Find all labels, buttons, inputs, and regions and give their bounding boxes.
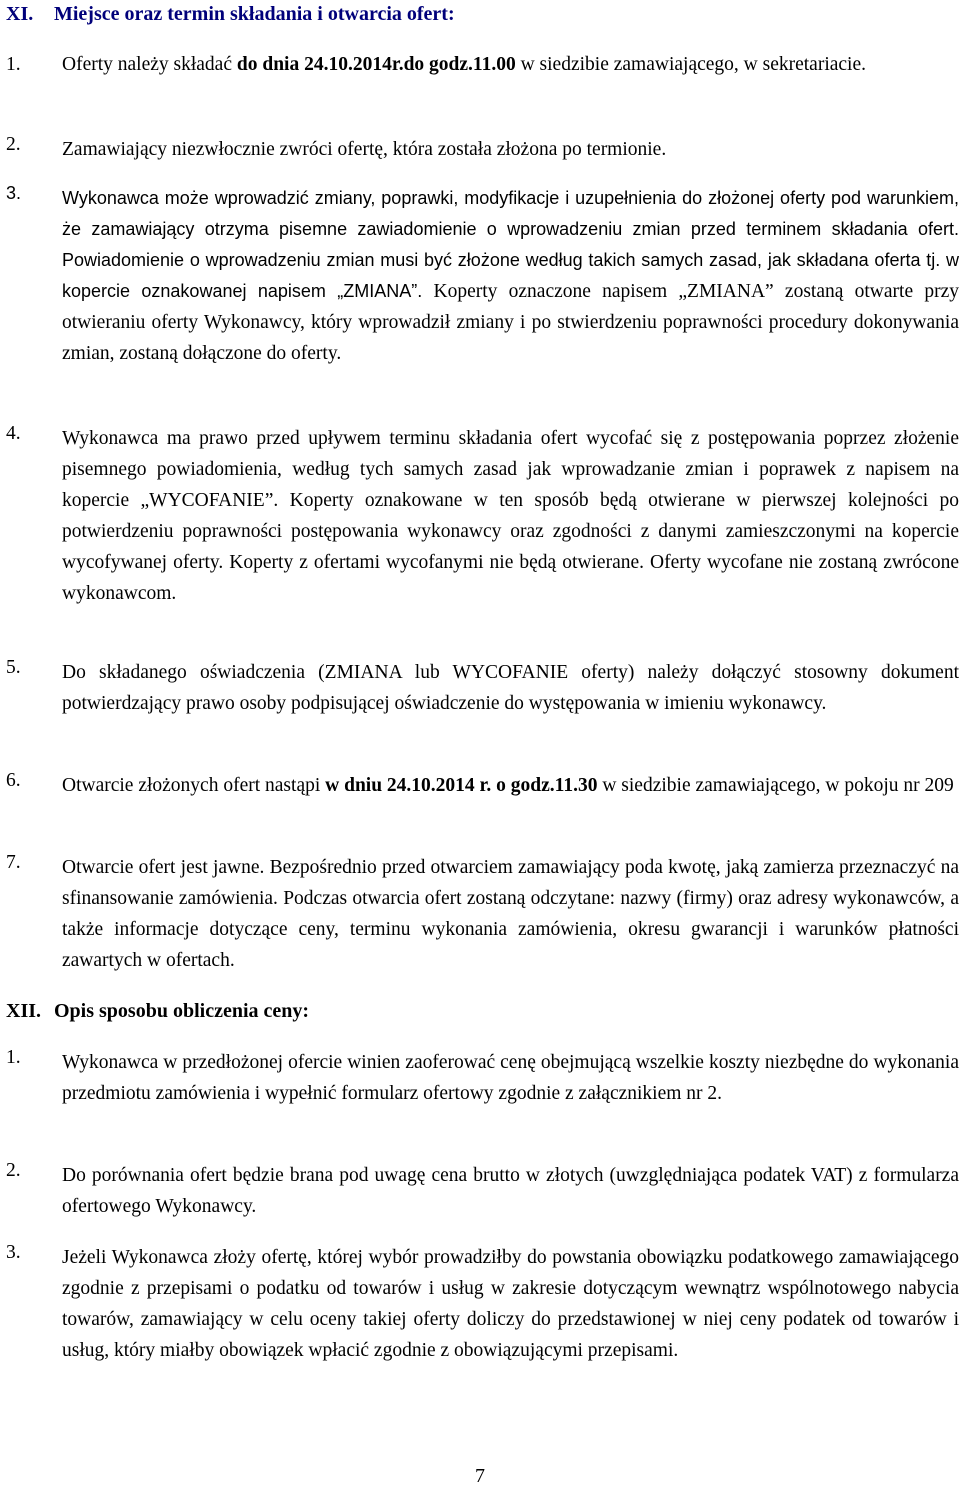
item-number: 5.	[6, 657, 21, 678]
item-text: Otwarcie ofert jest jawne. Bezpośrednio przed otwarciem zamawiający poda kwotę, jaką zamierza przeznaczyć na sfinansowanie zamówienia. Podczas otwarcia ofert zostaną odczytane: nazwy (firmy) oraz adresy wykonawców, a także informacje dotyczące ceny, terminu wykonania zamówienia, okresu gwarancji i warunków płatności zawartych w ofertach.	[62, 857, 959, 971]
item-text: Do składanego oświadczenia (ZMIANA lub WYCOFANIE oferty) należy dołączyć stosowny dokument potwierdzający prawo osoby podpisującej oświadczenie do występowania w imieniu wykonawcy.	[62, 662, 959, 714]
item-text	[6, 49, 959, 80]
item-text: Do porównania ofert będzie brana pod uwagę cena brutto w złotych (uwzględniająca podatek VAT) z formularza ofertowego Wykonawcy.	[62, 1165, 959, 1217]
section-xi-heading	[6, 3, 455, 25]
item-text: Wykonawca ma prawo przed upływem terminu składania ofert wycofać się z postępowania poprzez złożenie pisemnego powiadomienia, według tych samych zasad jak wprowadzanie zmian i poprawek z napisem na kopercie „WYCOFANIE”. Koperty oznakowane w ten sposób będą otwierane w pierwszej kolejności po potwierdzeniu poprawności postępowania wykonawcy oraz zgodności z danymi zamieszczonymi na kopercie wycofywanej oferty. Koperty z ofertami wycofanymi nie będą otwierane. Oferty wycofane nie zostaną zwrócone wykonawcom.	[62, 428, 959, 604]
item-number: 3.	[6, 1242, 21, 1263]
opening-date-bold: w dniu 24.10.2014 r. o godz.11.30	[325, 775, 598, 796]
item-text-part-1: Wykonawca może wprowadzić zmiany, poprawki, modyfikacje i uzupełnienia do złożonej oferty pod warunkiem, że zamawiający otrzyma pisemne zawiadomienie o wprowadzeniu zmian przed terminem składania ofert. Powiadomienie o wprowadzeniu zmian musi być złożone według takich samych zasad, jak składana oferta tj. w kopercie oznakowanej napisem „ZMIANA”.	[62, 188, 959, 301]
item-number: 1.	[6, 1047, 21, 1068]
item-text: Jeżeli Wykonawca złoży ofertę, której wybór prowadziłby do powstania obowiązku podatkowego zamawiającego zgodnie z przepisami o podatku od towarów i usług w zakresie dotyczącym wewnątrz wspólnotowego nabycia towarów, zamawiający w celu oceny takiej oferty doliczy do przedstawionej w niej ceny podatek od towarów i usług, który miałby obowiązek wpłacić zgodnie z obowiązującymi przepisami.	[62, 1247, 959, 1361]
item-text: Zamawiający niezwłocznie zwróci ofertę, która została złożona po termionie.	[62, 139, 667, 160]
item-number: 2.	[6, 1160, 21, 1181]
item-text-lead: Oferty należy składać	[62, 54, 237, 75]
item-text-lead: Otwarcie złożonych ofert nastąpi	[62, 775, 326, 796]
item-text	[62, 770, 959, 801]
section-xii-heading	[6, 1000, 309, 1022]
item-text-tail: w siedzibie zamawiającego, w sekretariacie.	[515, 54, 866, 75]
item-text-tail: w siedzibie zamawiającego, w pokoju nr 209	[597, 775, 954, 796]
item-text	[62, 183, 959, 369]
page-number: 7	[475, 1465, 485, 1487]
deadline-bold: do dnia 24.10.2014r.do godz.11.00	[236, 54, 516, 75]
item-number: 3.	[6, 183, 22, 203]
item-text-part-2: Koperty oznaczone napisem „ZMIANA” zostaną otwarte przy otwieraniu oferty Wykonawcy, który wprowadził zmiany i po stwierdzeniu poprawności procedury dokonywania zmian, zostaną dołączone do oferty.	[62, 281, 959, 364]
item-number: 7.	[6, 852, 21, 873]
section-number: XI.	[6, 3, 34, 25]
section-title: Opis sposobu obliczenia ceny:	[54, 1000, 310, 1022]
item-number: 1.	[6, 54, 21, 75]
section-title: Miejsce oraz termin składania i otwarcia ofert:	[54, 3, 455, 25]
item-number: 2.	[6, 134, 21, 155]
item-number: 4.	[6, 423, 21, 444]
item-text: Wykonawca w przedłożonej ofercie winien zaoferować cenę obejmującą wszelkie koszty niezbędne do wykonania przedmiotu zamówienia i wypełnić formularz ofertowy zgodnie z załącznikiem nr 2.	[62, 1052, 959, 1104]
section-number: XII.	[6, 1000, 42, 1022]
item-number: 6.	[6, 770, 21, 791]
